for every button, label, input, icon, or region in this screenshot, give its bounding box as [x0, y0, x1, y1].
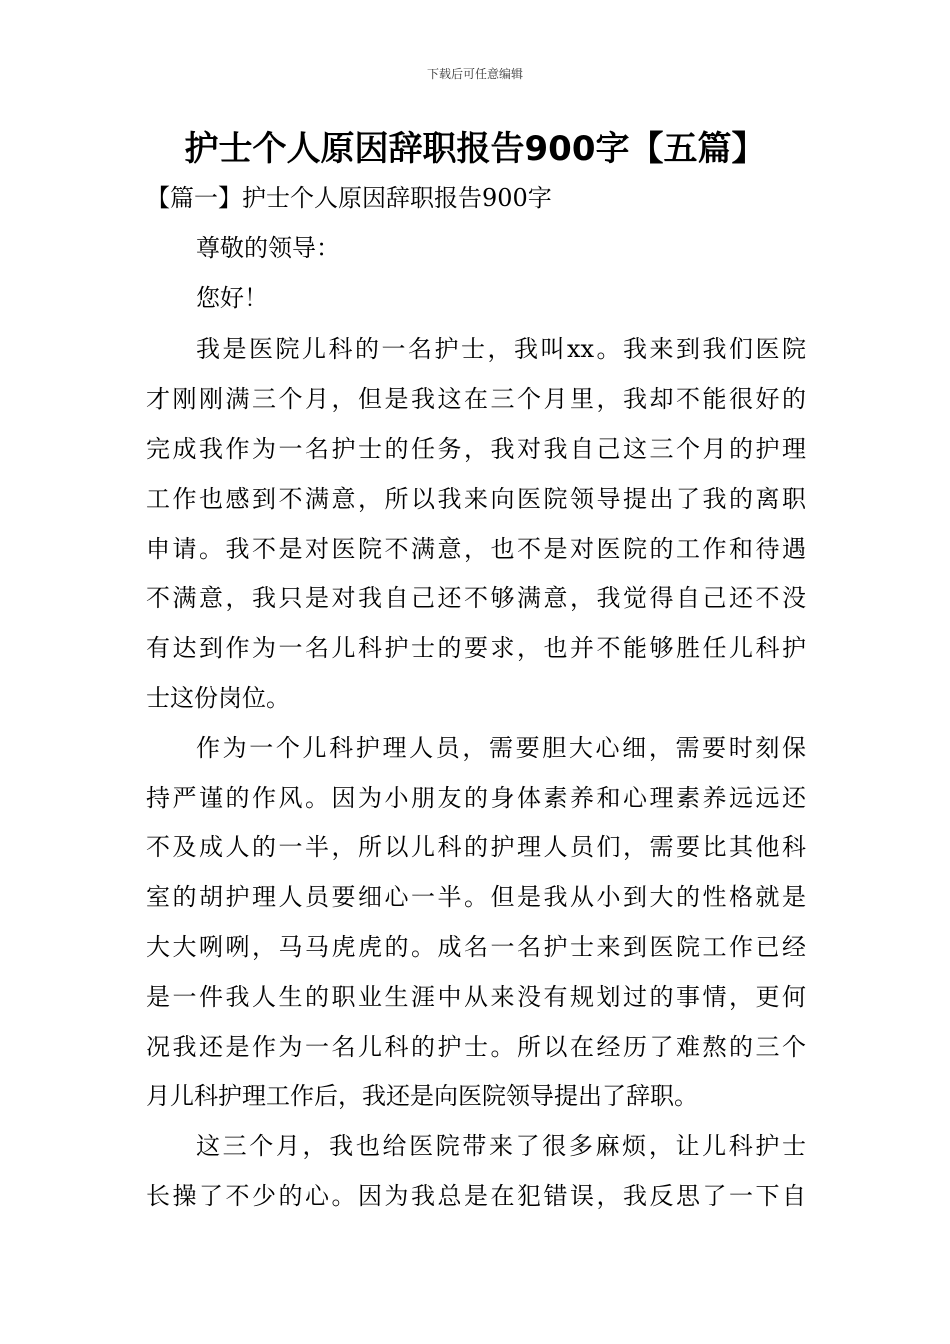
section-heading: 【篇一】护士个人原因辞职报告900字 [146, 184, 552, 212]
paragraph-1-line-2: 才刚刚满三个月，但是我这在三个月里，我却不能很好的 [146, 385, 806, 413]
paragraph-2-line-3: 不及成人的一半，所以儿科的护理人员们，需要比其他科 [146, 833, 806, 861]
paragraph-1-line-1: 我是医院儿科的一名护士，我叫xx。我来到我们医院 [196, 335, 806, 363]
document-title: 护士个人原因辞职报告900字【五篇】 [184, 129, 766, 169]
paragraph-3-line-2: 长操了不少的心。因为我总是在犯错误，我反思了一下自 [146, 1182, 806, 1210]
paragraph-2-line-4: 室的胡护理人员要细心一半。但是我从小到大的性格就是 [146, 883, 806, 911]
paragraph-2-line-1: 作为一个儿科护理人员，需要胆大心细，需要时刻保 [196, 734, 806, 762]
paragraph-3-line-1: 这三个月，我也给医院带来了很多麻烦，让儿科护士 [196, 1132, 806, 1160]
greeting-line: 您好！ [196, 284, 268, 312]
paragraph-2-line-7: 况我还是作为一名儿科的护士。所以在经历了难熬的三个 [146, 1033, 806, 1061]
salutation-line: 尊敬的领导： [196, 234, 340, 262]
paragraph-1-line-5: 申请。我不是对医院不满意，也不是对医院的工作和待遇 [146, 535, 806, 563]
paragraph-2-line-5: 大大咧咧，马马虎虎的。成名一名护士来到医院工作已经 [146, 933, 806, 961]
paragraph-1-line-8: 士这份岗位。 [146, 684, 290, 712]
paragraph-2-line-2: 持严谨的作风。因为小朋友的身体素养和心理素养远远还 [146, 784, 806, 812]
paragraph-2-line-8: 月儿科护理工作后，我还是向医院领导提出了辞职。 [146, 1082, 698, 1110]
paragraph-2-line-6: 是一件我人生的职业生涯中从来没有规划过的事情，更何 [146, 983, 806, 1011]
header-note: 下载后可任意编辑 [426, 67, 523, 81]
paragraph-1-line-4: 工作也感到不满意，所以我来向医院领导提出了我的离职 [146, 485, 806, 513]
paragraph-1-line-3: 完成我作为一名护士的任务，我对我自己这三个月的护理 [146, 435, 806, 463]
paragraph-1-line-7: 有达到作为一名儿科护士的要求，也并不能够胜任儿科护 [146, 634, 806, 662]
paragraph-1-line-6: 不满意，我只是对我自己还不够满意，我觉得自己还不没 [146, 584, 806, 612]
